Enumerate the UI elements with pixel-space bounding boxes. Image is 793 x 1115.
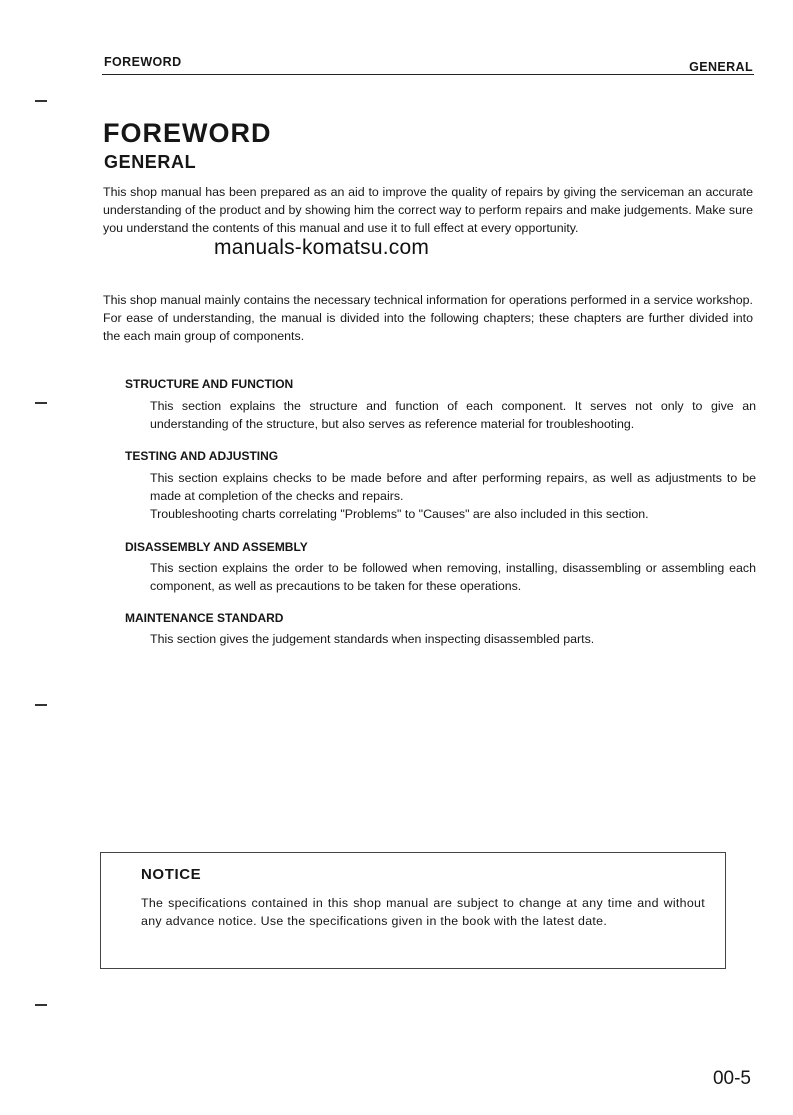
watermark: manuals-komatsu.com [214,236,430,259]
section-body-testing-adjusting [150,469,756,523]
section-body-structure-function: This section explains the structure and function of each component. It serves not only to give an understanding of the structure, but also serves as reference material for troubleshooting. [150,399,756,431]
notice-text: The specifications contained in this shop manual are subject to change at any time and without any advance notice. Use the specifications given in the book with the latest date. [141,896,705,928]
section-body-maintenance-standard: This section gives the judgement standards when inspecting disassembled parts. [150,632,595,646]
section-heading-structure-function: STRUCTURE AND FUNCTION [125,377,294,391]
section-heading-testing-adjusting: TESTING AND ADJUSTING [125,449,279,463]
binding-mark [35,704,47,706]
page-number: 00-5 [712,1068,751,1089]
section-body-line: Troubleshooting charts correlating "Problems" to "Causes" are also included in this section. [150,507,649,521]
binding-mark [35,1004,47,1006]
page-subtitle: GENERAL [104,152,197,172]
section-heading-disassembly-assembly: DISASSEMBLY AND ASSEMBLY [125,540,308,554]
section-heading-maintenance-standard: MAINTENANCE STANDARD [125,611,284,625]
section-body-line: This section explains checks to be made before and after performing repairs, as well as adjustments to be made at completion of the checks and repairs. [150,471,756,503]
intro-paragraph: This shop manual has been prepared as an aid to improve the quality of repairs by giving the serviceman an accurate understanding of the product and by showing him the correct way to perform repairs and make judgements. Make sure you understand the contents of this manual and use it to full effect at every opportunity. [103,185,753,235]
page-title: FOREWORD [103,118,272,148]
running-header-left: FOREWORD [104,55,182,69]
running-header-right: GENERAL [689,60,753,74]
section-body-disassembly-assembly: This section explains the order to be followed when removing, installing, disassembling or assembling each component, as well as precautions to be taken for these operations. [150,561,756,593]
binding-mark [35,402,47,404]
header-rule [102,74,754,75]
notice-title: NOTICE [141,866,202,883]
binding-mark [35,100,47,102]
scope-paragraph: This shop manual mainly contains the necessary technical information for operations performed in a service workshop. For ease of understanding, the manual is divided into the following chapters; these chapters are further divided into the each main group of components. [103,293,753,343]
